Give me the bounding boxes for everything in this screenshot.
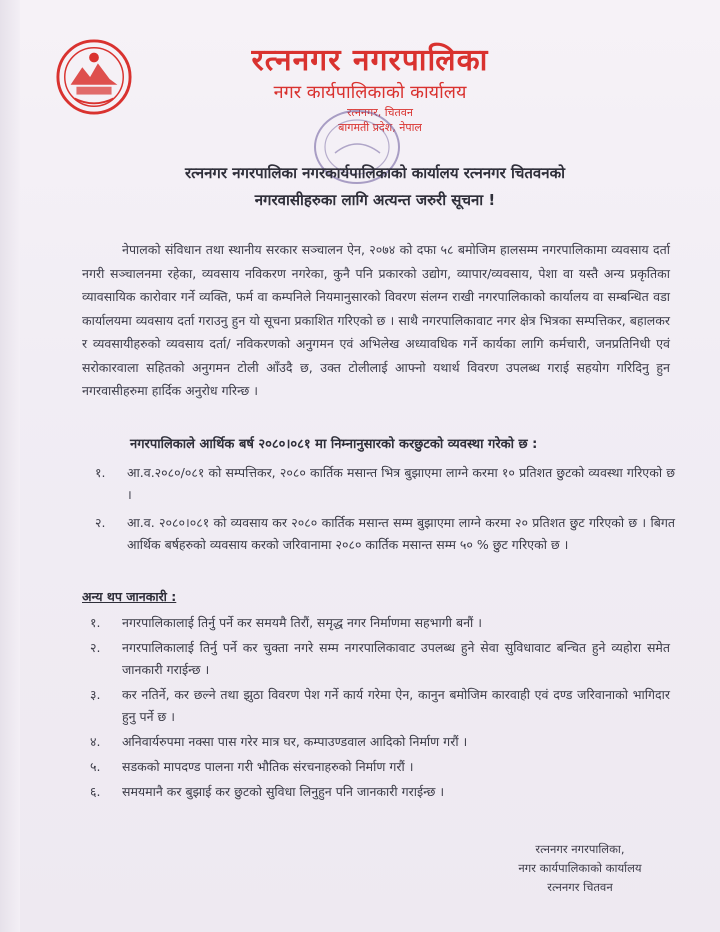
paper-fold-shadow [0,0,20,932]
other-info-heading: अन्य थप जानकारी : [82,589,177,604]
municipality-title: रत्ननगर नगरपालिका [251,43,489,78]
list-item-number: ५. [90,759,101,774]
list-item-text: सडकको मापदण्ड पालना गरी भौतिक संरचनाहरुको निर्माण गरौं । [122,759,414,774]
notice-heading [105,160,645,214]
municipality-emblem-icon [55,38,133,116]
tax-list [95,462,675,562]
list-item-text: नगरपालिकालाई तिर्नु पर्ने कर समयमै तिरौं, समृद्ध नगर निर्माणमा सहभागी बनौं । [122,615,482,630]
signature-block [470,840,690,897]
list-item-number: ४. [90,734,101,749]
other-info-list [90,612,670,806]
list-item-number: १. [90,615,101,630]
list-item-text: समयमानै कर बुझाई कर छुटको सुविधा लिनुहुन पनि जानकारी गराईन्छ । [122,784,445,799]
list-item [95,512,675,556]
list-item [90,756,670,778]
list-item [90,684,670,728]
notice-heading-line-2: नगरवासीहरुका लागि अत्यन्त जरुरी सूचना ! [254,191,496,209]
location-line-2: बागमती प्रदेश, नेपाल [338,121,422,134]
list-item-text: कर नतिर्ने, कर छल्ने तथा झुठा विवरण पेश गर्ने कार्य गरेमा ऐन, कानुन बमोजिम कारवाही एवं दण्ड जरिवानाको भागिदार हुनु पर्ने छ । [122,687,670,724]
signature-line-1: रत्ननगर नगरपालिका, [535,842,625,856]
signature-line-3: रत्ननगर चितवन [547,880,613,894]
list-item-number: २. [95,515,106,530]
list-item-number: ३. [90,687,101,702]
list-item-number: १. [95,465,106,480]
list-item-text: आ.व.२०८०/०८१ को सम्पत्तिकर, २०८० कार्तिक मसान्त भित्र बुझाएमा लाग्ने करमा १० प्रतिशत छुटको व्यवस्था गरिएको छ । [127,465,675,502]
list-item-text: आ.व. २०८०।०८१ को व्यवसाय कर २०८० कार्तिक मसान्त सम्म बुझाएमा लाग्ने करमा २० प्रतिशत छुट गरिएको छ । बिगत आर्थिक बर्षहरुको व्यवसाय करको जरिवानामा २०८० कार्तिक मसान्त सम्म ५० % छुट गरिएको छ । [127,515,675,552]
list-item [95,462,675,506]
tax-heading: नगरपालिकाले आर्थिक बर्ष २०८०।०८१ मा निम्नानुसारको करछुटको व्यवस्था गरेको छ : [130,437,538,452]
list-item-number: २. [90,640,101,655]
notice-heading-line-1: रत्ननगर नगरपालिका नगरकार्यपालिकाको कार्यालय रत्ननगर चितवनको [185,164,565,182]
list-item [90,612,670,634]
list-item [90,781,670,803]
list-item-number: ६. [90,784,101,799]
location-line-1: रत्ननगर, चितवन [346,106,414,119]
list-item [90,637,670,681]
list-item-text: अनिवार्यरुपमा नक्सा पास गरेर मात्र घर, कम्पाउण्डवाल आदिको निर्माण गरौं । [122,734,468,749]
list-item [90,731,670,753]
notice-paragraph: नेपालको संविधान तथा स्थानीय सरकार सञ्चालन ऐन, २०७४ को दफा ५८ बमोजिम हालसम्म नगरपालिकामा व्यवसाय दर्ता नगरी सञ्चालनमा रहेका, व्यवसाय नविकरण नगरेका, कुनै पनि प्रकारको उद्योग, व्यापार/व्यवसाय, पेशा वा यस्तै अन्य प्रकृतिका व्यावसायिक कारोवार गर्ने व्यक्ति, फर्म वा कम्पनिले नियमानुसारको विवरण संलग्न राखी नगरपालिकाको कार्यालय वा सम्बन्धित वडा कार्यालयमा व्यवसाय दर्ता गराउनु हुन यो सूचना प्रकाशित गरिएको छ । साथै नगरपालिकावाट नगर क्षेत्र भित्रका सम्पत्तिकर, बहालकर र व्यवसायीहरुको व्यवसाय दर्ता/ नविकरणको अनुगमन एवं अभिलेख अध्यावधिक गर्ने कार्यका लागि कर्मचारी, जनप्रतिनिधी एवं सरोकारवाला सहितको अनुगमन टोली आँउदै छ, उक्त टोलीलाई आफ्नो यथार्थ विवरण उपलब्ध गराई सहयोग गरिदिनु हुन नगरवासीहरुमा हार्दिक अनुरोध गरिन्छ । [82,242,670,398]
list-item-text: नगरपालिकालाई तिर्नु पर्ने कर चुक्ता नगरे सम्म नगरपालिकावाट उपलब्ध हुने सेवा सुविधावाट बन्चित हुने व्यहोरा समेत जानकारी गराईन्छ । [122,640,670,677]
signature-line-2: नगर कार्यपालिकाको कार्यालय [518,861,642,875]
office-subtitle: नगर कार्यपालिकाको कार्यालय [273,82,467,103]
